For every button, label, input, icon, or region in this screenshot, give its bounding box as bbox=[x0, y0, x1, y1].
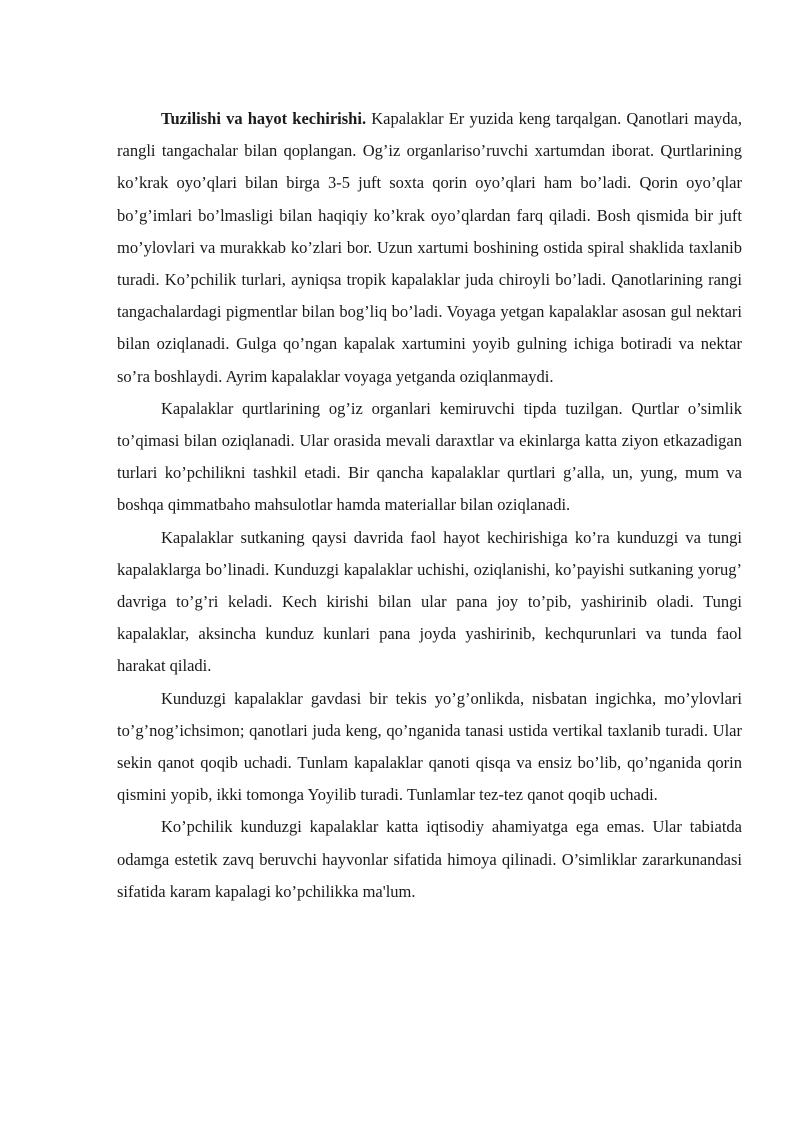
document-page bbox=[117, 103, 742, 908]
paragraph-day-night-activity: Kapalaklar sutkaning qaysi davrida faol hayot kechirishiga ko’ra kunduzgi va tungi kapalaklarga bo’linadi. Kunduzgi kapalaklar uchishi, oziqlanishi, ko’payishi sutkaning yorug’ davriga to’g’ri keladi. Kech kirishi bilan ular pana joy to’pib, yashirinib oladi. Tungi kapalaklar, aksincha kunduz kunlari pana joyda yashirinib, kechqurunlari va tunda faol harakat qiladi. bbox=[117, 527, 742, 676]
paragraph-larvae-mouthparts: Kapalaklar qurtlarining og’iz organlari kemiruvchi tipda tuzilgan. Qurtlar o’simlik to’qimasi bilan oziqlanadi. Ular orasida mevali daraxtlar va ekinlarga katta ziyon etkazadigan turlari ko’pchilikni tashkil etadi. Bir qancha kapalaklar qurtlari g’alla, un, yung, mum va boshqa qimmatbaho mahsulotlar hamda materiallar bilan oziqlanadi. bbox=[117, 398, 742, 515]
paragraph-text: Kapalaklar Er yuzida keng tarqalgan. Qanotlari mayda, rangli tangachalar bilan qoplangan. Og’iz organlariso’ruvchi xartumdan iborat. Qurtlarining ko’krak oyo’qlari bilan birga 3-5 juft soxta qorin oyo’qlari ham bo’ladi. Qorin oyo’qlar bo’g’imlari bo’lmasligi bilan haqiqiy ko’krak oyo’qlardan farq qiladi. Bosh qismida bir juft mo’ylovlari va murakkab ko’zlari bor. Uzun xartumi boshining ostida spiral shaklida taxlanib turadi. Ko’pchilik turlari, ayniqsa tropik kapalaklar juda chiroyli bo’ladi. Qanotlarining rangi tangachalardagi pigmentlar bilan bog’liq bo’ladi. Voyaga yetgan kapalaklar asosan gul nektari bilan oziqlanadi. Gulga qo’ngan kapalak xartumini yoyib gulning ichiga botiradi va nektar so’ra boshlaydi. Ayrim kapalaklar voyaga yetganda oziqlanmaydi. bbox=[117, 109, 742, 386]
paragraph-economic-importance: Ko’pchilik kunduzgi kapalaklar katta iqtisodiy ahamiyatga ega emas. Ular tabiatda odamga estetik zavq beruvchi hayvonlar sifatida himoya qilinadi. O’simliklar zararkunandasi sifatida karam kapalagi ko’pchilikka ma'lum. bbox=[117, 817, 742, 901]
paragraph-body-structure: Kunduzgi kapalaklar gavdasi bir tekis yo’g’onlikda, nisbatan ingichka, mo’ylovlari to’g’nog’ichsimon; qanotlari juda keng, qo’nganida tanasi ustida vertikal taxlanib turadi. Ular sekin qanot qoqib uchadi. Tunlam kapalaklar qanoti qisqa va ensiz bo’lib, qo’nganida qorin qismini yopib, ikki tomonga Yoyilib turadi. Tunlamlar tez-tez qanot qoqib uchadi. bbox=[117, 688, 742, 805]
paragraph-heading: Tuzilishi va hayot kechirishi. bbox=[161, 109, 367, 128]
paragraph-structure-and-life bbox=[117, 103, 742, 393]
